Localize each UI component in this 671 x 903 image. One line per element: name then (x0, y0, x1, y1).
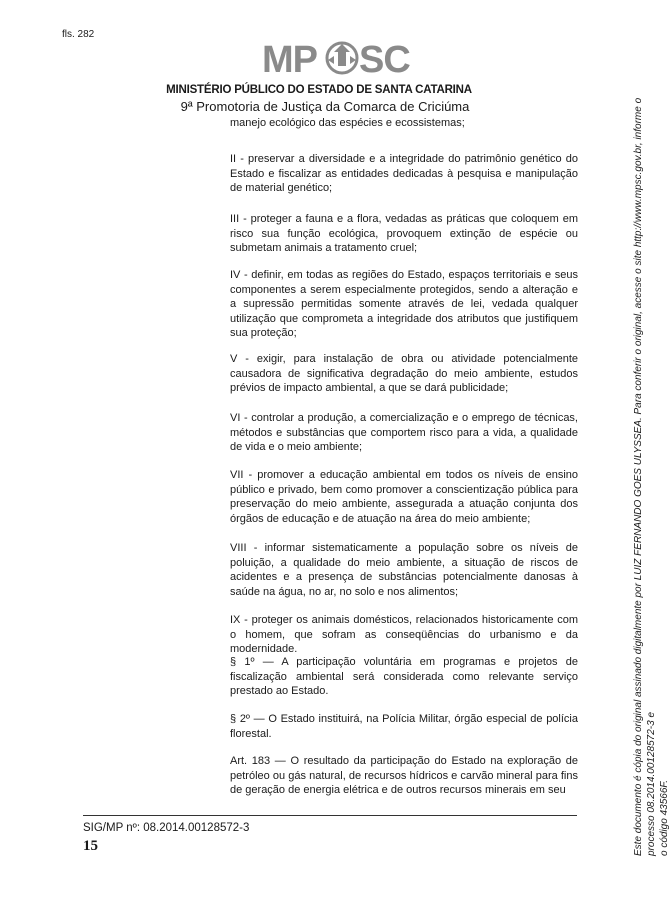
page-number: 15 (83, 838, 98, 854)
paragraph: VII - promover a educação ambiental em todos os níveis de ensino público e privado, bem como promover a conscientização pública para preservação do meio ambiente, assegurada a atuação conjunta dos órgãos de educação e de atuação na área do meio ambiente; (230, 469, 578, 525)
paragraph: II - preservar a diversidade e a integridade do patrimônio genético do Estado e fiscalizar as entidades dedicadas à pesquisa e manipulação de material genético; (230, 153, 578, 194)
paragraph: Art. 183 — O resultado da participação do Estado na exploração de petróleo ou gás natural, de recursos hídricos e carvão mineral para fins de geração de energia elétrica e de outros recursos minerais em seu (230, 755, 578, 796)
mpsc-logo (262, 38, 410, 80)
digital-signature-note (632, 56, 671, 856)
paragraph: VI - controlar a produção, a comercialização e o emprego de técnicas, métodos e substâncias que comportem risco para a vida, a qualidade de vida e o meio ambiente; (230, 412, 578, 453)
paragraph: III - proteger a fauna e a flora, vedadas as práticas que coloquem em risco sua função ecológica, provoquem extinção de espécie ou submetam animais a tratamento cruel; (230, 213, 578, 254)
page-sheet-number: fls. 282 (62, 29, 95, 40)
paragraph: manejo ecológico das espécies e ecossistemas; (230, 117, 465, 129)
svg-text:MP: MP (262, 39, 317, 81)
paragraph: IX - proteger os animais domésticos, relacionados historicamente com o homem, que sofram as conseqüências do urbanismo e da modernidade. (230, 614, 578, 655)
footer-divider (83, 815, 577, 816)
paragraph: § 1º — A participação voluntária em programas e projetos de fiscalização ambiental será considerada como relevante serviço prestado ao Estado. (230, 656, 578, 697)
department-subtitle: 9ª Promotoria de Justiça da Comarca de Criciúma (180, 99, 470, 114)
signature-note-line: o código 43566F. (659, 780, 670, 856)
paragraph: § 2º — O Estado instituirá, na Polícia Militar, órgão especial de polícia florestal. (230, 713, 578, 740)
state-coat-of-arms-icon (327, 43, 357, 73)
svg-text:SC: SC (359, 39, 410, 81)
process-number: SIG/MP nº: 08.2014.00128572-3 (83, 822, 250, 834)
paragraph: IV - definir, em todas as regiões do Estado, espaços territoriais e seus componentes a serem especialmente protegidos, sendo a alteração e a supressão permitidas somente através de lei, vedada qualquer utilização que comprometa a integridade dos atributos que justifiquem sua proteção; (230, 269, 578, 339)
paragraph: VIII - informar sistematicamente a população sobre os níveis de poluição, a qualidade do meio ambiente, a situação de riscos de acidentes e a presença de substâncias potencialmente danosas à saúde na água, no ar, no solo e nos alimentos; (230, 542, 578, 598)
paragraph: V - exigir, para instalação de obra ou atividade potencialmente causadora de significativa degradação do meio ambiente, estudos prévios de impacto ambiental, a que se dará publicidade; (230, 353, 578, 394)
institution-title: MINISTÉRIO PÚBLICO DO ESTADO DE SANTA CATARINA (166, 84, 472, 96)
signature-note-line: Este documento é cópia do original assinado digitalmente por LUIZ FERNANDO GOES ULYSSEA. Para conferir o original, acesse o site http://www.mpsc.gov.br, informe o processo 08.2014.00128572-3 e (633, 97, 657, 856)
